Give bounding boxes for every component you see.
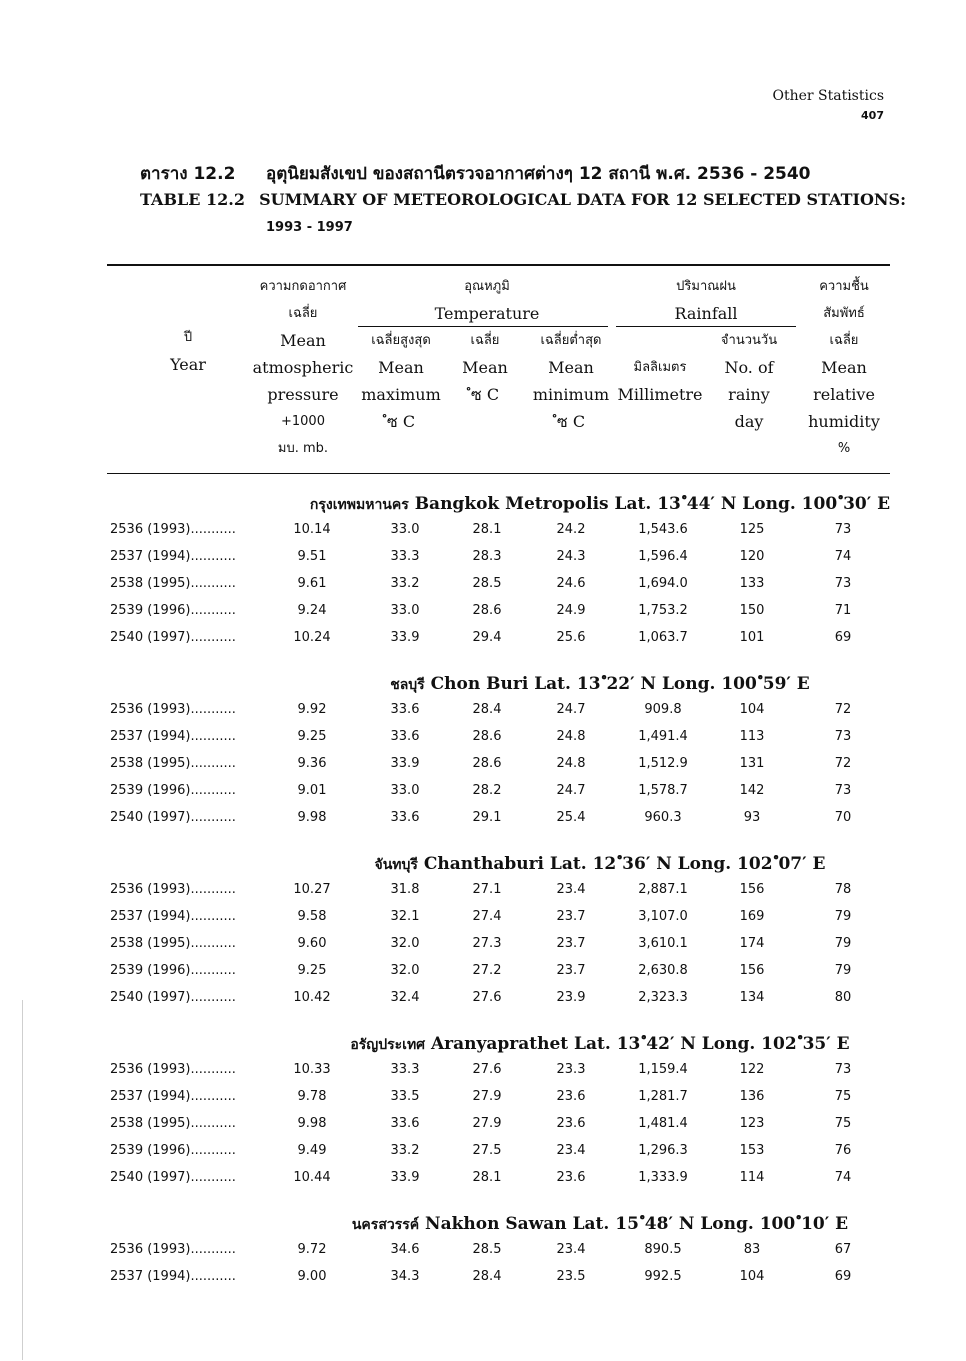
table-cell: 960.3 [644,810,682,825]
station-name-en: Chon Buri Lat. 13 ํ22′ N Long. 100 ํ59′ E [430,674,810,694]
table-cell: 28.6 [472,756,502,771]
table-cell: 70 [834,810,852,825]
table-cell: 10.33 [293,1062,331,1077]
table-cell: 27.9 [472,1116,502,1131]
header-temp-min [526,327,616,435]
station-heading [250,1210,950,1237]
table-cell: 9.25 [297,963,327,978]
table-cell: 156 [739,963,765,978]
header-pressure [248,273,358,462]
header-line: ความกดอากาศ [259,279,347,294]
table-cell: 28.4 [472,1269,502,1284]
table-cell: 3,107.0 [638,909,688,924]
table-cell: 33.2 [390,576,420,591]
header-line: ํซ C [470,385,500,404]
table-cell: 33.0 [390,522,420,537]
header-line: ความชื้น [819,279,869,294]
table-cell: 72 [834,756,852,771]
table-cell: 9.36 [297,756,327,771]
table-cell: 9.00 [297,1269,327,1284]
table-cell: 24.7 [556,783,586,798]
row-year-label: 2536 (1993)........... [110,1242,236,1257]
running-head [772,86,884,126]
row-year-label: 2537 (1994)........... [110,1269,236,1284]
table-cell: 28.6 [472,603,502,618]
table-cell: 9.01 [297,783,327,798]
table-cell: 74 [834,1170,852,1185]
header-line: Mean [548,358,594,377]
table-cell: 28.3 [472,549,502,564]
header-top-rule [107,264,890,266]
station-name-en: Nakhon Sawan Lat. 15 ํ48′ N Long. 100 ํ10′ E [425,1214,849,1234]
table-cell: 125 [739,522,765,537]
header-line: Rainfall [674,304,738,323]
header-temperature-group [362,273,612,327]
table-cell: 34.6 [390,1242,420,1257]
table-row [0,545,966,572]
header-rainfall-group [616,273,796,327]
thai-table-title: อุตุนิยมสังเขป ของสถานีตรวจอากาศต่างๆ 12 สถานี พ.ศ. 2536 - 2540 [266,164,811,184]
table-row [0,1058,966,1085]
station-name-thai: นครสวรรค์ [351,1217,420,1233]
header-line: rainy [728,385,770,404]
table-cell: 83 [743,1242,761,1257]
table-cell: 142 [739,783,765,798]
table-cell: 10.24 [293,630,331,645]
table-row [0,986,966,1013]
table-cell: 1,543.6 [638,522,688,537]
table-cell: 80 [834,990,852,1005]
table-cell: 33.9 [390,756,420,771]
table-cell: 9.61 [297,576,327,591]
header-line: มิลลิเมตร [633,360,687,375]
row-year-label: 2540 (1997)........... [110,630,236,645]
table-cell: 23.4 [556,882,586,897]
table-cell: 32.1 [390,909,420,924]
header-line: Year [170,355,206,374]
table-cell: 2,630.8 [638,963,688,978]
table-cell: 2,323.3 [638,990,688,1005]
row-year-label: 2537 (1994)........... [110,1089,236,1104]
table-cell: 1,578.7 [638,783,688,798]
header-year [150,324,226,378]
table-cell: 24.8 [556,756,586,771]
table-row [0,779,966,806]
table-cell: 1,281.7 [638,1089,688,1104]
header-line: เฉลี่ยสูงสุด [371,333,431,348]
table-row [0,518,966,545]
table-title [140,160,906,244]
table-cell: 33.6 [390,810,420,825]
table-cell: 71 [834,603,852,618]
table-cell: 9.98 [297,1116,327,1131]
table-cell: 23.7 [556,909,586,924]
table-cell: 133 [739,576,765,591]
table-cell: 136 [739,1089,765,1104]
table-cell: 169 [739,909,765,924]
table-cell: 29.4 [472,630,502,645]
station-heading [250,850,950,877]
row-year-label: 2540 (1997)........... [110,1170,236,1185]
table-cell: 79 [834,936,852,951]
table-cell: 28.4 [472,702,502,717]
row-year-label: 2539 (1996)........... [110,963,236,978]
table-row [0,1166,966,1193]
table-cell: 23.3 [556,1062,586,1077]
table-cell: 1,333.9 [638,1170,688,1185]
table-cell: 27.6 [472,1062,502,1077]
table-cell: 73 [834,576,852,591]
table-cell: 27.2 [472,963,502,978]
header-line: อุณหภูมิ [464,279,510,294]
header-line: Temperature [434,304,540,323]
header-line: ปริมาณฝน [676,279,736,294]
table-cell: 24.3 [556,549,586,564]
row-year-label: 2538 (1995)........... [110,1116,236,1131]
table-cell: 72 [834,702,852,717]
en-table-title: SUMMARY OF METEOROLOGICAL DATA FOR 12 SELECTED STATIONS: [259,190,906,209]
table-cell: 10.44 [293,1170,331,1185]
table-cell: 75 [834,1089,852,1104]
table-cell: 23.9 [556,990,586,1005]
header-line: maximum [361,385,441,404]
table-cell: 73 [834,522,852,537]
row-year-label: 2539 (1996)........... [110,603,236,618]
table-cell: 25.4 [556,810,586,825]
table-cell: 32.0 [390,963,420,978]
table-cell: 23.5 [556,1269,586,1284]
table-row [0,752,966,779]
table-row [0,932,966,959]
table-cell: 74 [834,549,852,564]
table-cell: 28.5 [472,1242,502,1257]
table-cell: 33.9 [390,630,420,645]
table-row [0,725,966,752]
table-cell: 24.2 [556,522,586,537]
table-cell: 33.5 [390,1089,420,1104]
table-cell: 131 [739,756,765,771]
table-cell: 93 [743,810,761,825]
table-cell: 9.25 [297,729,327,744]
row-year-label: 2538 (1995)........... [110,936,236,951]
table-cell: 3,610.1 [638,936,688,951]
table-cell: 1,753.2 [638,603,688,618]
table-cell: 9.92 [297,702,327,717]
table-row [0,1085,966,1112]
table-cell: 9.78 [297,1089,327,1104]
table-cell: 73 [834,729,852,744]
table-cell: 33.3 [390,549,420,564]
station-heading [250,670,950,697]
table-cell: 9.98 [297,810,327,825]
header-line: day [734,412,764,431]
table-cell: 23.6 [556,1089,586,1104]
table-cell: 1,296.3 [638,1143,688,1158]
header-line: minimum [532,385,610,404]
table-cell: 1,694.0 [638,576,688,591]
header-line: Mean [378,358,424,377]
row-year-label: 2540 (1997)........... [110,810,236,825]
table-cell: 1,063.7 [638,630,688,645]
row-year-label: 2536 (1993)........... [110,522,236,537]
station-name-en: Aranyaprathet Lat. 13 ํ42′ N Long. 102 ํ35′ E [430,1034,850,1054]
station-name-thai: ชลบุรี [390,677,425,693]
table-cell: 33.6 [390,729,420,744]
table-cell: 1,512.9 [638,756,688,771]
table-cell: 1,491.4 [638,729,688,744]
table-cell: 9.58 [297,909,327,924]
table-cell: 120 [739,549,765,564]
table-cell: 104 [739,702,765,717]
header-temp-max [356,327,446,435]
table-cell: 992.5 [644,1269,682,1284]
table-cell: 28.1 [472,522,502,537]
table-cell: 23.7 [556,963,586,978]
table-cell: 33.0 [390,783,420,798]
table-cell: 27.3 [472,936,502,951]
header-line: pressure [267,385,339,404]
row-year-label: 2539 (1996)........... [110,1143,236,1158]
table-cell: 25.6 [556,630,586,645]
station-name-thai: กรุงเทพมหานคร [309,497,409,513]
table-cell: 33.0 [390,603,420,618]
table-cell: 9.51 [297,549,327,564]
table-cell: 33.9 [390,1170,420,1185]
table-cell: 23.6 [556,1116,586,1131]
table-cell: 24.6 [556,576,586,591]
row-year-label: 2536 (1993)........... [110,1062,236,1077]
table-cell: 156 [739,882,765,897]
table-row [0,959,966,986]
running-head-section: Other Statistics [772,88,884,104]
table-cell: 24.9 [556,603,586,618]
table-cell: 24.7 [556,702,586,717]
header-line: ํซ C [556,412,586,431]
en-table-title-years: 1993 - 1997 [266,220,353,235]
header-line: Mean [280,331,326,350]
table-cell: 79 [834,909,852,924]
table-cell: 73 [834,1062,852,1077]
scan-margin-line [22,1000,23,1360]
table-cell: 27.6 [472,990,502,1005]
row-year-label: 2539 (1996)........... [110,783,236,798]
table-cell: 150 [739,603,765,618]
table-cell: 909.8 [644,702,682,717]
table-cell: 27.5 [472,1143,502,1158]
header-line: atmospheric [252,358,354,377]
table-cell: 33.6 [390,1116,420,1131]
header-line: humidity [808,412,880,431]
row-year-label: 2540 (1997)........... [110,990,236,1005]
table-cell: 1,596.4 [638,549,688,564]
table-row [0,1238,966,1265]
table-cell: 10.42 [293,990,331,1005]
page-number: 407 [861,109,884,122]
table-row [0,698,966,725]
table-cell: 104 [739,1269,765,1284]
table-cell: 174 [739,936,765,951]
table-cell: 28.2 [472,783,502,798]
header-line: +1000 [281,414,325,429]
table-cell: 28.5 [472,576,502,591]
table-cell: 33.6 [390,702,420,717]
header-temp-mean [447,327,523,408]
table-cell: 9.24 [297,603,327,618]
table-row [0,806,966,833]
header-line: Mean [821,358,867,377]
table-row [0,599,966,626]
table-cell: 10.27 [293,882,331,897]
table-cell: 123 [739,1116,765,1131]
table-cell: 1,159.4 [638,1062,688,1077]
station-name-en: Bangkok Metropolis Lat. 13 ํ44′ N Long. 100 ํ30′ E [414,494,891,514]
table-cell: 79 [834,963,852,978]
table-cell: 69 [834,1269,852,1284]
table-cell: 114 [739,1170,765,1185]
header-line: No. of [724,358,774,377]
thai-table-label: ตาราง 12.2 [140,164,236,184]
table-cell: 34.3 [390,1269,420,1284]
header-line: เฉลี่ย [470,333,500,348]
table-cell: 23.4 [556,1143,586,1158]
table-cell: 890.5 [644,1242,682,1257]
row-year-label: 2537 (1994)........... [110,549,236,564]
table-cell: 78 [834,882,852,897]
table-cell: 9.60 [297,936,327,951]
table-cell: 27.1 [472,882,502,897]
table-row [0,878,966,905]
station-heading [250,490,950,517]
table-cell: 153 [739,1143,765,1158]
table-cell: 134 [739,990,765,1005]
row-year-label: 2538 (1995)........... [110,756,236,771]
table-cell: 9.72 [297,1242,327,1257]
header-line: มบ. mb. [277,441,329,456]
table-cell: 27.9 [472,1089,502,1104]
table-cell: 32.4 [390,990,420,1005]
table-cell: 2,887.1 [638,882,688,897]
table-row [0,1265,966,1292]
header-rain-mm [614,354,706,408]
table-cell: 101 [739,630,765,645]
table-cell: 69 [834,630,852,645]
table-cell: 27.4 [472,909,502,924]
header-line: % [837,441,851,456]
table-cell: 23.4 [556,1242,586,1257]
table-cell: 23.7 [556,936,586,951]
header-line: relative [813,385,875,404]
table-cell: 113 [739,729,765,744]
table-cell: 67 [834,1242,852,1257]
table-cell: 28.1 [472,1170,502,1185]
table-cell: 75 [834,1116,852,1131]
row-year-label: 2537 (1994)........... [110,909,236,924]
station-name-thai: จันทบุรี [374,857,418,873]
header-line: เฉลี่ย [288,306,318,321]
table-cell: 24.8 [556,729,586,744]
table-row [0,905,966,932]
table-cell: 1,481.4 [638,1116,688,1131]
table-cell: 23.6 [556,1170,586,1185]
header-humidity [796,273,892,462]
table-cell: 33.2 [390,1143,420,1158]
table-cell: 32.0 [390,936,420,951]
header-line: Millimetre [617,385,703,404]
row-year-label: 2538 (1995)........... [110,576,236,591]
table-cell: 28.6 [472,729,502,744]
station-heading [250,1030,950,1057]
table-cell: 33.3 [390,1062,420,1077]
table-cell: 122 [739,1062,765,1077]
table-cell: 29.1 [472,810,502,825]
header-line: จำนวนวัน [720,333,778,348]
table-row [0,1139,966,1166]
en-table-label: TABLE 12.2 [140,190,245,209]
table-row [0,626,966,653]
table-cell: 9.49 [297,1143,327,1158]
row-year-label: 2536 (1993)........... [110,882,236,897]
table-cell: 73 [834,783,852,798]
table-cell: 31.8 [390,882,420,897]
station-name-thai: อรัญประเทศ [350,1037,426,1053]
row-year-label: 2537 (1994)........... [110,729,236,744]
row-year-label: 2536 (1993)........... [110,702,236,717]
header-bottom-rule [107,473,890,474]
header-line: สัมพัทธ์ [823,306,865,321]
header-line: เฉลี่ยต่ำสุด [540,333,602,348]
table-cell: 76 [834,1143,852,1158]
header-line: Mean [462,358,508,377]
header-line: ํซ C [386,412,416,431]
station-name-en: Chanthaburi Lat. 12 ํ36′ N Long. 102 ํ07′ E [423,854,826,874]
table-row [0,1112,966,1139]
table-cell: 10.14 [293,522,331,537]
table-row [0,572,966,599]
header-line: ปี [183,330,193,345]
header-rain-days [706,327,792,435]
header-line: เฉลี่ย [829,333,859,348]
